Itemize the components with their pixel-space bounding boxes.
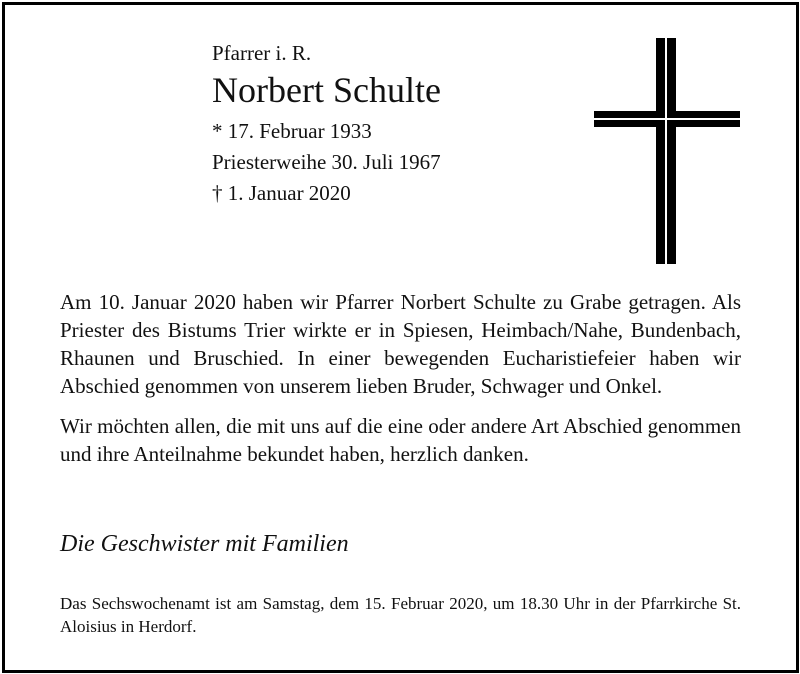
death-date: † 1. Januar 2020 bbox=[212, 181, 351, 205]
body-paragraph-2: Wir möchten allen, die mit uns auf die eine oder andere Art Abschied genommen und ihre Anteilnahme bekundet haben, herzlich danken. bbox=[60, 414, 741, 466]
clerical-title: Pfarrer i. R. bbox=[212, 41, 312, 65]
body-paragraph-1: Am 10. Januar 2020 haben wir Pfarrer Norbert Schulte zu Grabe getragen. Als Priester des Bistums Trier wirkte er in Spiesen, Heimbach/Nahe, Bundenbach, Rhaunen und Bruschied. In einer bewegenden Eucharistiefeier haben wir Abschied genommen von unserem lieben Bruder, Schwager und Onkel. bbox=[60, 290, 741, 398]
notice-body bbox=[60, 288, 741, 468]
ordination-date: Priesterweihe 30. Juli 1967 bbox=[212, 150, 441, 174]
birth-date: * 17. Februar 1933 bbox=[212, 119, 372, 143]
memorial-mass-note: Das Sechswochenamt ist am Samstag, dem 15. Februar 2020, um 18.30 Uhr in der Pfarrkirche St. Aloisius in Herdorf. bbox=[60, 594, 741, 636]
signature: Die Geschwister mit Familien bbox=[60, 531, 349, 557]
notice-header bbox=[212, 40, 441, 209]
deceased-name: Norbert Schulte bbox=[212, 70, 441, 110]
cross-icon bbox=[594, 38, 740, 264]
